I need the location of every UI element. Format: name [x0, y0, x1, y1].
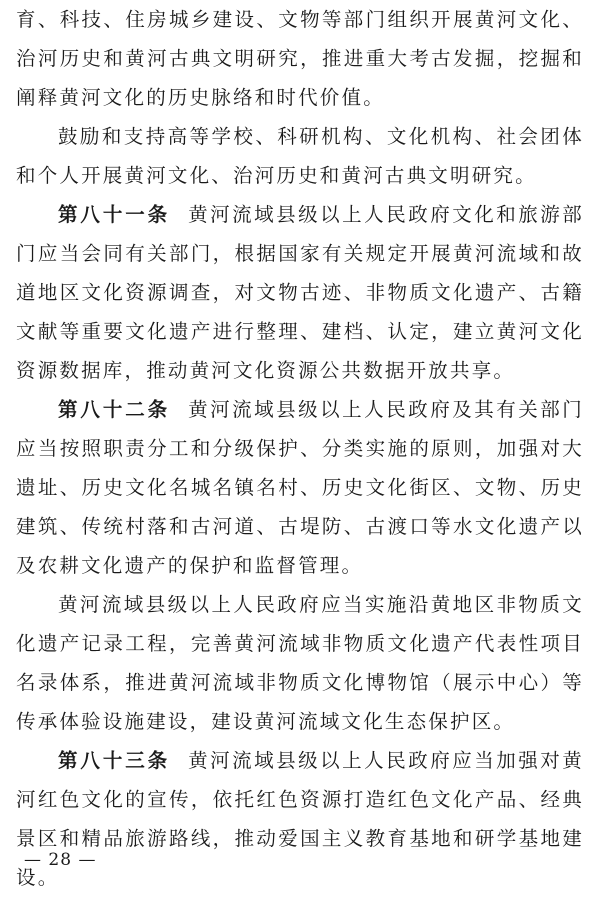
paragraph-text: 黄河流域县级以上人民政府应当加强对黄河红色文化的宣传，依托红色资源打造红色文化产品、经典景区和精品旅游路线，推动爱国主义教育基地和研学基地建设。 [16, 749, 584, 889]
paragraph-text: 黄河流域县级以上人民政府文化和旅游部门应当会同有关部门，根据国家有关规定开展黄河流域和故道地区文化资源调查，对文物古迹、非物质文化遗产、古籍文献等重要文化遗产进行整理、建档、认定，建立黄河文化资源数据库，推动黄河文化资源公共数据开放共享。 [16, 203, 584, 382]
article-number: 第八十二条 [58, 398, 171, 421]
paragraph-5 [16, 585, 584, 741]
paragraph-text: 黄河流域县级以上人民政府及其有关部门应当按照职责分工和分级保护、分类实施的原则，加强对大遗址、历史文化名城名镇名村、历史文化街区、文物、历史建筑、传统村落和古河道、古堤防、古渡口等水文化遗产以及农耕文化遗产的保护和监督管理。 [16, 398, 584, 577]
article-83 [16, 741, 584, 897]
paragraph-text: 育、科技、住房城乡建设、文物等部门组织开展黄河文化、治河历史和黄河古典文明研究，推进重大考古发掘，挖掘和阐释黄河文化的历史脉络和时代价值。 [16, 8, 584, 109]
paragraph-1 [16, 0, 584, 117]
page-number: — 28 — [24, 850, 97, 870]
article-number: 第八十一条 [58, 203, 171, 226]
article-number: 第八十三条 [58, 749, 171, 772]
paragraph-text: 黄河流域县级以上人民政府应当实施沿黄地区非物质文化遗产记录工程，完善黄河流域非物质文化遗产代表性项目名录体系，推进黄河流域非物质文化博物馆（展示中心）等传承体验设施建设，建设黄河流域文化生态保护区。 [16, 593, 584, 733]
article-81 [16, 195, 584, 390]
document-body [16, 0, 584, 897]
paragraph-text: 鼓励和支持高等学校、科研机构、文化机构、社会团体和个人开展黄河文化、治河历史和黄河古典文明研究。 [16, 125, 584, 187]
article-82 [16, 390, 584, 585]
paragraph-2 [16, 117, 584, 195]
